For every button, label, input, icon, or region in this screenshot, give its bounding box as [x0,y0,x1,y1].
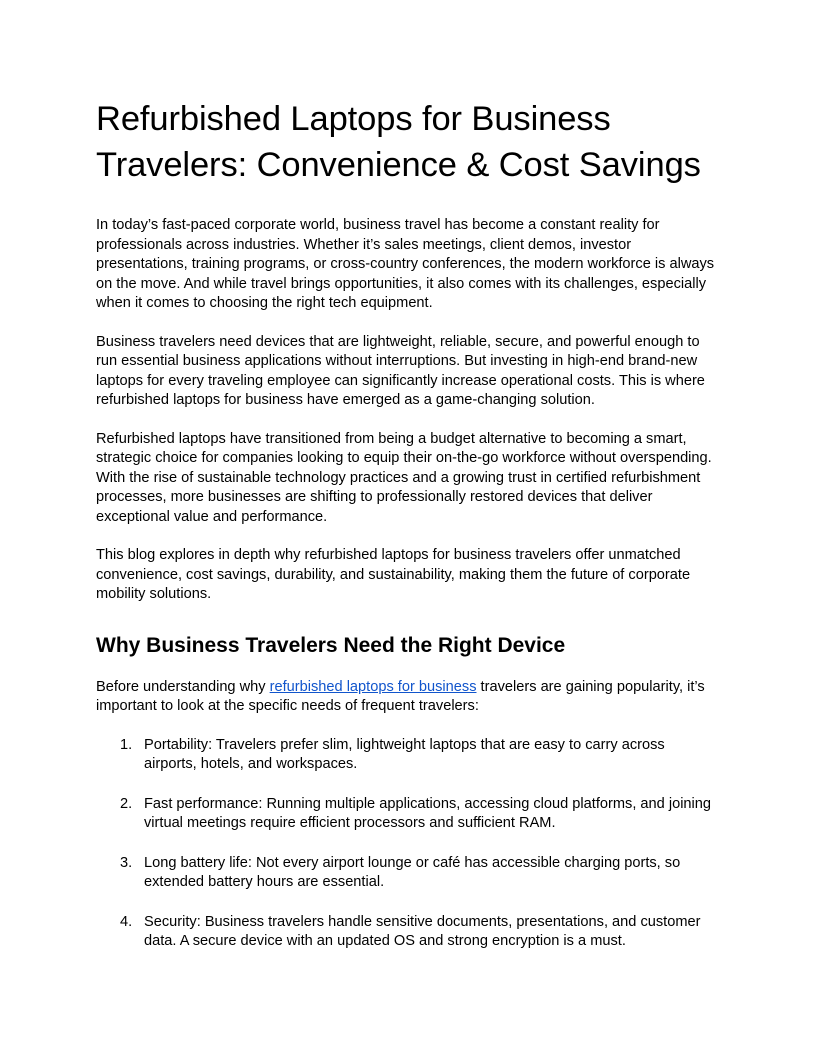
section-heading: Why Business Travelers Need the Right Device [96,633,566,657]
list-item-text: Fast performance: Running multiple applications, accessing cloud platforms, and joining virtual meetings require efficient processors and sufficient RAM. [144,795,712,831]
intro-paragraph-1: In today’s fast-paced corporate world, business travel has become a constant reality for professionals across industries. Whether it’s sales meetings, client demos, investor presentations, training programs, or cross-country conferences, the modern workforce is always on the move. And while travel brings opportunities, it also comes with its challenges, especially when it comes to choosing the right tech equipment. [96,217,715,311]
intro-paragraph-2: Business travelers need devices that are lightweight, reliable, secure, and powerful enough to run essential business applications without interruptions. But investing in high-end brand-new laptops for every traveling employee can significantly increase operational costs. This is where refurbished laptops for business have emerged as a game-changing solution. [96,333,705,408]
refurbished-laptops-link[interactable]: refurbished laptops for business [269,678,477,695]
section-intro-after: travelers are gaining popularity, it’s important to look at the specific needs of frequent travelers: [96,678,705,714]
list-item [120,795,720,834]
list-item-number: 3. [120,854,133,871]
list-item-text: Security: Business travelers handle sensitive documents, presentations, and customer data. A secure device with an updated OS and strong encryption is a must. [144,913,701,949]
section-intro-paragraph [96,678,720,717]
list-item-number: 4. [120,913,133,930]
intro-paragraph-4: This blog explores in depth why refurbished laptops for business travelers offer unmatched convenience, cost savings, durability, and sustainability, making them the future of corporate mobility solutions. [96,547,691,602]
list-item-number: 1. [120,736,133,753]
list-item-number: 2. [120,795,133,812]
list-item-text: Long battery life: Not every airport lounge or café has accessible charging ports, so extended battery hours are essential. [144,854,681,890]
needs-list [96,736,720,952]
intro-paragraph-3: Refurbished laptops have transitioned from being a budget alternative to becoming a smart, strategic choice for companies looking to equip their on-the-go workforce without overspending. With the rise of sustainable technology practices and a growing trust in certified refurbishment processes, more businesses are shifting to professionally restored devices that deliver exceptional value and performance. [96,430,712,525]
list-item [120,913,720,952]
document-title: Refurbished Laptops for Business Travelers: Convenience & Cost Savings [96,100,701,184]
list-item [120,736,720,775]
list-item-text: Portability: Travelers prefer slim, lightweight laptops that are easy to carry across airports, hotels, and workspaces. [144,736,665,772]
section-intro-before: Before understanding why [96,678,270,695]
list-item [120,854,720,893]
document-page [96,96,720,972]
